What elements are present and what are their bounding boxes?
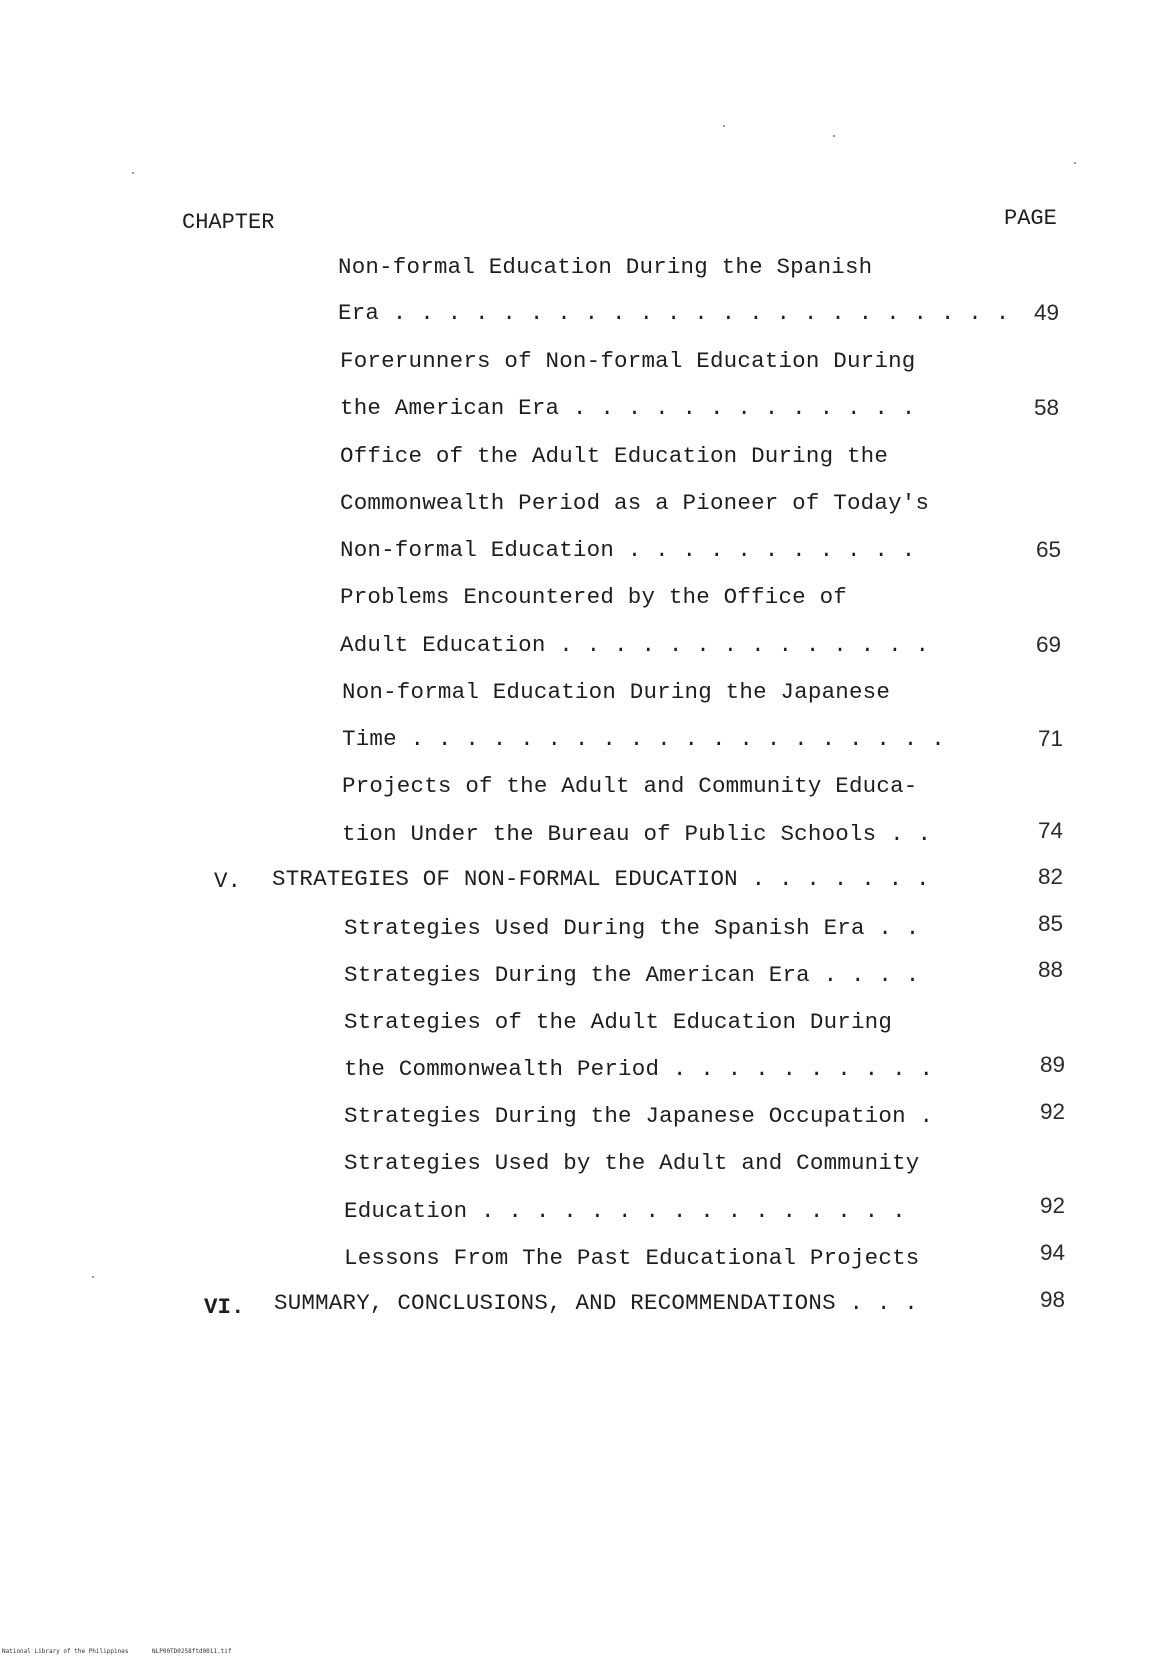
page-number: 92 <box>1040 1099 1066 1124</box>
toc-line: Strategies Used During the Spanish Era . . <box>344 915 920 941</box>
page-number: 58 <box>1034 395 1060 420</box>
page-number: 49 <box>1034 300 1060 325</box>
page-number: 85 <box>1038 911 1064 936</box>
toc-line: Non-formal Education During the Japanese <box>342 679 891 705</box>
scan-speck <box>723 125 725 127</box>
toc-line: Lessons From The Past Educational Projects <box>344 1245 920 1271</box>
page-number: 69 <box>1036 632 1062 657</box>
toc-line: SUMMARY, CONCLUSIONS, AND RECOMMENDATIONS . . . <box>274 1290 919 1316</box>
toc-line: Time . . . . . . . . . . . . . . . . . . . . <box>342 726 945 752</box>
toc-line: tion Under the Bureau of Public Schools . . <box>342 821 932 847</box>
chapter-header: CHAPTER <box>182 210 275 235</box>
toc-line: Non-formal Education During the Spanish <box>338 254 873 280</box>
toc-line: Non-formal Education . . . . . . . . . . . <box>340 537 916 563</box>
scan-speck <box>132 172 134 174</box>
footer-library: National Library of the Philippines <box>2 1648 129 1655</box>
toc-line: Strategies of the Adult Education During <box>344 1009 893 1035</box>
page-number: 65 <box>1036 537 1062 562</box>
toc-line: Problems Encountered by the Office of <box>340 584 847 610</box>
scan-speck <box>1074 162 1076 164</box>
page-number: 98 <box>1040 1287 1066 1312</box>
toc-line: Office of the Adult Education During the <box>340 443 889 469</box>
toc-line: the Commonwealth Period . . . . . . . . . . <box>344 1056 934 1082</box>
toc-line: Strategies Used by the Adult and Community <box>344 1150 920 1176</box>
page-header: PAGE <box>1004 206 1057 231</box>
page-number: 71 <box>1038 726 1064 751</box>
page-number: 89 <box>1040 1052 1066 1077</box>
toc-line: Forerunners of Non-formal Education During <box>340 348 916 374</box>
toc-line: Strategies During the American Era . . . . <box>344 962 920 988</box>
page-number: 74 <box>1038 818 1064 843</box>
page-number: 92 <box>1040 1193 1066 1218</box>
toc-line: Adult Education . . . . . . . . . . . . . . <box>340 632 930 658</box>
toc-line: Era . . . . . . . . . . . . . . . . . . . . . . . <box>338 300 1010 326</box>
toc-line: Education . . . . . . . . . . . . . . . . <box>344 1198 906 1224</box>
page-number: 94 <box>1040 1240 1066 1265</box>
page-number: 82 <box>1038 864 1064 889</box>
scan-speck <box>833 135 835 137</box>
chapter-number: V. <box>214 868 242 894</box>
toc-line: STRATEGIES OF NON-FORMAL EDUCATION . . . . . . . <box>272 866 930 892</box>
chapter-number: VI. <box>204 1294 245 1320</box>
toc-line: Strategies During the Japanese Occupation . <box>344 1103 934 1129</box>
scan-speck <box>92 1276 94 1278</box>
toc-line: Commonwealth Period as a Pioneer of Today's <box>340 490 930 516</box>
toc-line: Projects of the Adult and Community Educa- <box>342 773 918 799</box>
toc-line: the American Era . . . . . . . . . . . . . <box>340 395 916 421</box>
footer-filename: NLP00TD0258ftd0011.tif <box>152 1648 232 1655</box>
page-number: 88 <box>1038 957 1064 982</box>
